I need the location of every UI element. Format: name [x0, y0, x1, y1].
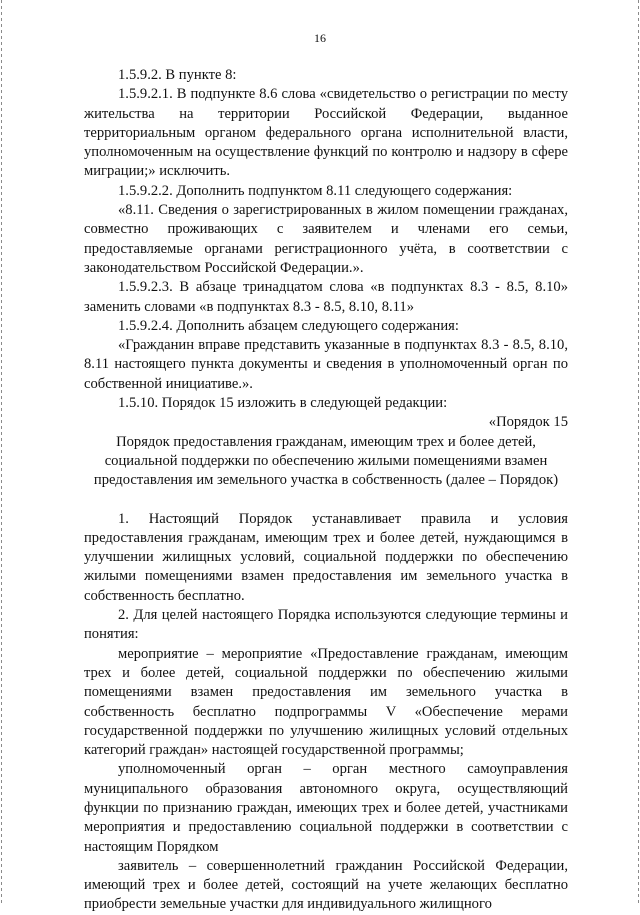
term-event: мероприятие – мероприятие «Предоставление гражданам, имеющим трех и более детей, социальной поддержки по обеспечению жилыми помещениями взамен предоставления им земельного участка в собственность бесплатно подпрограммы V «Обеспечение мерами государственной поддержки по улучшению жилищных условий отдельных категорий граждан» настоящей государственной программы; — [84, 645, 568, 759]
term-authorized-body: уполномоченный орган – орган местного самоуправления муниципального образования автономного округа, осуществляющий функции по признанию граждан, имеющих трех и более детей, участниками мероприятия и предоставлению социальной поддержки в соответствии с настоящим Порядком — [84, 761, 568, 855]
scan-edge-left — [1, 0, 2, 905]
blank-line — [84, 491, 568, 510]
term-applicant: заявитель – совершеннолетний гражданин Российской Федерации, имеющий трех и более детей, состоящий на учете желающих бесплатно приобрести земельные участки для индивидуального жилищного — [84, 857, 568, 913]
paragraph-1-5-9-2: 1.5.9.2. В пункте 8: — [118, 67, 237, 83]
procedure-item-1: 1. Настоящий Порядок устанавливает правила и условия предоставления гражданам, имеющим трех и более детей, нуждающимся в улучшении жилищных условий, социальной поддержки по обеспечению жилыми помещениями взамен предоставления им земельного участка в собственность бесплатно. — [84, 510, 568, 604]
procedure-title: Порядок предоставления гражданам, имеющим трех и более детей, социальной поддержки по обеспечению жилыми помещениями взамен предоставления им земельного участка в собственность (далее – Порядок) — [93, 433, 559, 489]
paragraph-1-5-9-2-4: 1.5.9.2.4. Дополнить абзацем следующего содержания: — [118, 317, 459, 334]
paragraph-citizen-right: «Гражданин вправе представить указанные в подпунктах 8.3 - 8.5, 8.10, 8.11 настоящего пункта документы и сведения в уполномоченный орган по собственной инициативе.». — [84, 337, 568, 392]
paragraph-1-5-9-2-3: 1.5.9.2.3. В абзаце тринадцатом слова «в подпунктах 8.3 - 8.5, 8.10» заменить словами «в подпунктах 8.3 - 8.5, 8.10, 8.11» — [84, 279, 568, 315]
paragraph-1-5-9-2-1: 1.5.9.2.1. В подпункте 8.6 слова «свидетельство о регистрации по месту жительства на территории Российской Федерации, выданное территориальным органом федерального органа исполнительной власти, уполномоченным на осуществление функций по контролю и надзору в сфере миграции;» исключить. — [84, 86, 568, 180]
document-body — [84, 66, 568, 915]
procedure-item-2: 2. Для целей настоящего Порядка используются следующие термины и понятия: — [84, 607, 568, 643]
paragraph-1-5-9-2-2: 1.5.9.2.2. Дополнить подпунктом 8.11 следующего содержания: — [118, 182, 513, 199]
scan-edge-right — [638, 0, 639, 905]
paragraph-8-11-text: «8.11. Сведения о зарегистрированных в жилом помещении гражданах, совместно проживающих с заявителем и членами его семьи, предоставляемые органами регистрационного учёта, в соответствии с законодательством Российской Федерации.». — [84, 202, 568, 276]
procedure-15-label: «Порядок 15 — [488, 414, 568, 431]
paragraph-1-5-10: 1.5.10. Порядок 15 изложить в следующей редакции: — [118, 395, 448, 412]
page-number: 16 — [314, 31, 326, 45]
